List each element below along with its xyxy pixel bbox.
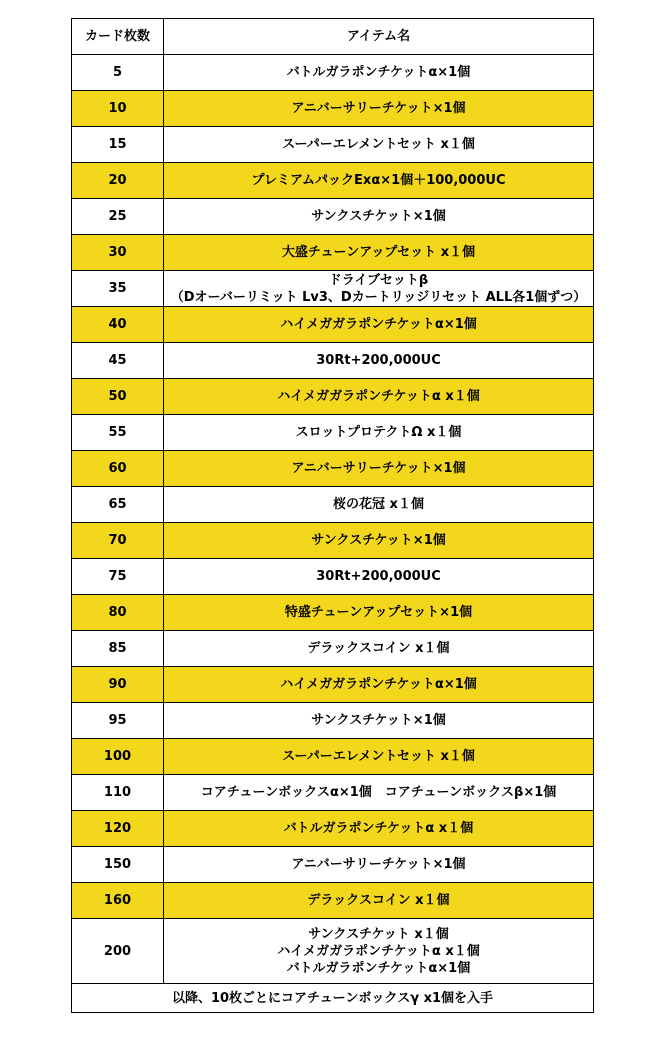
item-name-line: スーパーエレメントセット x１個	[282, 137, 475, 152]
item-name-line: サンクスチケット×1個	[311, 713, 446, 728]
item-name-cell	[164, 739, 594, 775]
card-count-cell: 60	[72, 451, 164, 487]
item-name-line: ハイメガガラポンチケットα×1個	[280, 677, 477, 692]
item-name-cell	[164, 523, 594, 559]
item-name-line: ハイメガガラポンチケットα×1個	[280, 317, 477, 332]
footer-note: 以降、10枚ごとにコアチューンボックスγ x1個を入手	[72, 984, 594, 1013]
reward-body	[72, 55, 594, 984]
item-name-line: ハイメガガラポンチケットα x１個	[277, 389, 480, 404]
item-name-cell	[164, 55, 594, 91]
item-name-line: ドライブセットβ	[328, 272, 429, 288]
card-count-cell: 15	[72, 127, 164, 163]
item-name-line: アニバーサリーチケット×1個	[291, 461, 466, 476]
item-name-line: バトルガラポンチケットα×1個	[286, 65, 471, 80]
table-row	[72, 91, 594, 127]
item-name-cell	[164, 487, 594, 523]
item-name-line: コアチューンボックスα×1個 コアチューンボックスβ×1個	[200, 785, 557, 800]
card-count-cell: 100	[72, 739, 164, 775]
item-name-cell	[164, 667, 594, 703]
table-row	[72, 667, 594, 703]
table-row	[72, 595, 594, 631]
table-row	[72, 163, 594, 199]
card-count-cell: 75	[72, 559, 164, 595]
item-name-line: 30Rt+200,000UC	[316, 569, 441, 584]
reward-table	[71, 18, 594, 1013]
card-count-cell: 120	[72, 811, 164, 847]
card-count-cell: 10	[72, 91, 164, 127]
item-name-line: サンクスチケット×1個	[311, 209, 446, 224]
item-name-cell	[164, 595, 594, 631]
item-name-cell	[164, 847, 594, 883]
item-name-cell	[164, 163, 594, 199]
card-count-cell: 160	[72, 883, 164, 919]
table-row	[72, 703, 594, 739]
card-count-cell: 25	[72, 199, 164, 235]
table-row	[72, 307, 594, 343]
card-count-cell: 90	[72, 667, 164, 703]
item-name-line: プレミアムパックExα×1個＋100,000UC	[251, 173, 506, 188]
item-name-cell	[164, 379, 594, 415]
item-name-cell	[164, 775, 594, 811]
item-name-line: ハイメガガラポンチケットα x１個	[277, 943, 480, 959]
card-count-cell: 35	[72, 271, 164, 307]
table-row	[72, 559, 594, 595]
item-name-cell	[164, 91, 594, 127]
card-count-cell: 65	[72, 487, 164, 523]
item-name-cell	[164, 919, 594, 984]
table-row	[72, 919, 594, 984]
table-row	[72, 487, 594, 523]
table-row	[72, 847, 594, 883]
item-name-cell	[164, 883, 594, 919]
item-name-line: 30Rt+200,000UC	[316, 353, 441, 368]
table-row	[72, 811, 594, 847]
card-count-cell: 20	[72, 163, 164, 199]
card-count-cell: 85	[72, 631, 164, 667]
item-name-cell	[164, 559, 594, 595]
item-name-line: アニバーサリーチケット×1個	[291, 857, 466, 872]
item-name-line: デラックスコイン x１個	[307, 641, 450, 656]
item-name-cell	[164, 631, 594, 667]
card-count-cell: 110	[72, 775, 164, 811]
card-count-cell: 80	[72, 595, 164, 631]
card-count-cell: 150	[72, 847, 164, 883]
item-name-line: バトルガラポンチケットα x１個	[283, 821, 474, 836]
item-name-line: 大盛チューンアップセット x１個	[281, 245, 476, 260]
item-name-line: 桜の花冠 x１個	[333, 497, 424, 512]
card-count-cell: 45	[72, 343, 164, 379]
item-name-line: スーパーエレメントセット x１個	[282, 749, 475, 764]
card-count-cell: 70	[72, 523, 164, 559]
card-count-cell: 55	[72, 415, 164, 451]
card-count-cell: 200	[72, 919, 164, 984]
table-row	[72, 739, 594, 775]
item-name-cell	[164, 235, 594, 271]
table-row	[72, 271, 594, 307]
item-name-line: バトルガラポンチケットα×1個	[286, 960, 471, 976]
table-row	[72, 55, 594, 91]
item-name-cell	[164, 271, 594, 307]
card-count-cell: 95	[72, 703, 164, 739]
item-name-line: 特盛チューンアップセット×1個	[284, 605, 473, 620]
item-name-cell	[164, 343, 594, 379]
footer-row	[72, 984, 594, 1013]
header-item-name: アイテム名	[164, 19, 594, 55]
table-row	[72, 415, 594, 451]
table-row	[72, 127, 594, 163]
header-row	[72, 19, 594, 55]
item-name-cell	[164, 811, 594, 847]
table-row	[72, 631, 594, 667]
card-count-cell: 30	[72, 235, 164, 271]
item-name-line: アニバーサリーチケット×1個	[291, 101, 466, 116]
item-name-cell	[164, 127, 594, 163]
table-row	[72, 379, 594, 415]
table-row	[72, 199, 594, 235]
card-count-cell: 40	[72, 307, 164, 343]
card-count-cell: 5	[72, 55, 164, 91]
item-name-line: サンクスチケット×1個	[311, 533, 446, 548]
table-row	[72, 343, 594, 379]
item-name-line: スロットプロテクトΩ x１個	[295, 425, 462, 440]
item-name-line: （Dオーバーリミット Lv3、Dカートリッジリセット ALL各1個ずつ）	[170, 289, 587, 305]
table-row	[72, 775, 594, 811]
item-name-line: サンクスチケット x１個	[308, 926, 449, 942]
card-count-cell: 50	[72, 379, 164, 415]
item-name-cell	[164, 199, 594, 235]
item-name-cell	[164, 451, 594, 487]
item-name-cell	[164, 307, 594, 343]
header-card-count: カード枚数	[72, 19, 164, 55]
table-row	[72, 523, 594, 559]
table-row	[72, 235, 594, 271]
item-name-line: デラックスコイン x１個	[307, 893, 450, 908]
table-row	[72, 451, 594, 487]
item-name-cell	[164, 415, 594, 451]
item-name-cell	[164, 703, 594, 739]
table-row	[72, 883, 594, 919]
